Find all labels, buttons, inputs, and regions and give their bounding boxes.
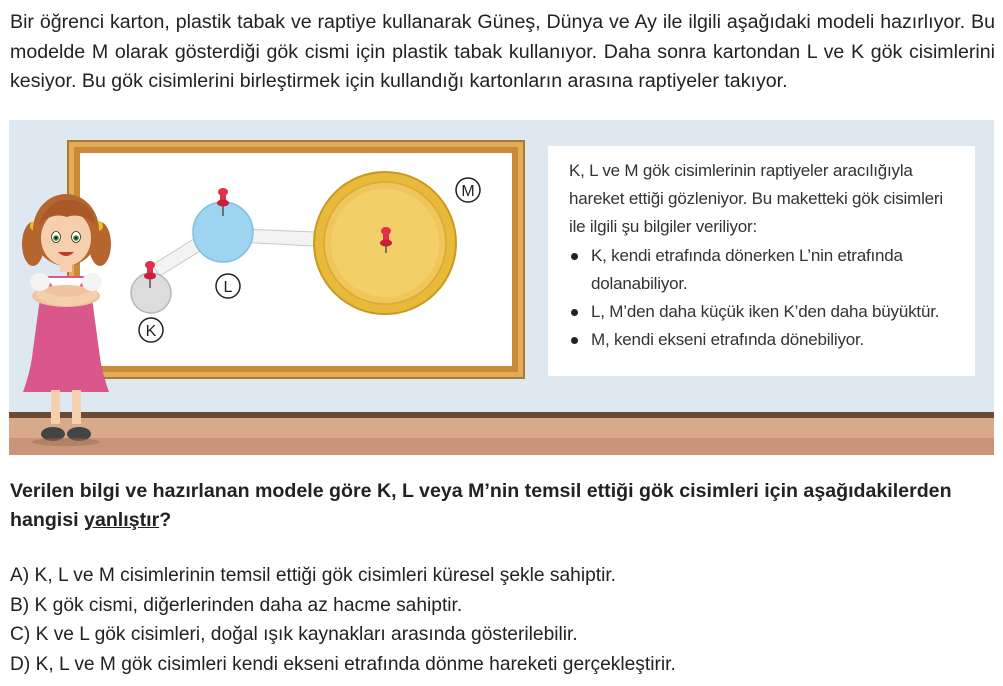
- answer-options: [10, 561, 995, 679]
- question-stem: Verilen bilgi ve hazırlanan modele göre K, L veya M’nin temsil ettiği gök cisimleri için aşağıdakilerden hangisi: [10, 480, 952, 531]
- question-mark: ?: [159, 509, 172, 531]
- info-bullet: L, M’den daha küçük iken K’den daha büyüktür.: [569, 298, 963, 326]
- option-c[interactable]: C) K ve L gök cisimleri, doğal ışık kaynakları arasında gösterilebilir.: [10, 624, 578, 645]
- label-k: [139, 318, 163, 342]
- info-bullet: K, kendi etrafında dönerken L’nin etrafında dolanabiliyor.: [569, 242, 963, 298]
- floor-edge: [9, 412, 994, 418]
- info-intro: K, L ve M gök cisimlerinin raptiyeler aracılığıyla hareket ettiği gözleniyor. Bu maketteki gök cisimleri ile ilgili şu bilgiler veriliyor:: [569, 161, 943, 236]
- option-b[interactable]: B) K gök cismi, diğerlerinden daha az hacme sahiptir.: [10, 594, 463, 616]
- question-text: [10, 477, 995, 535]
- label-m: [456, 178, 480, 202]
- info-bullet-list: [548, 242, 975, 354]
- info-bullet: M, kendi ekseni etrafında dönebiliyor.: [569, 326, 963, 354]
- svg-text:M: M: [461, 183, 475, 200]
- question-emphasis: yanlıştır: [84, 509, 160, 531]
- option-d[interactable]: D) K, L ve M gök cisimleri kendi ekseni etrafında dönme hareketi gerçekleştirir.: [10, 653, 676, 675]
- label-l: [216, 274, 240, 298]
- model-illustration: [9, 120, 994, 455]
- info-box: [548, 146, 975, 376]
- option-a[interactable]: A) K, L ve M cisimlerinin temsil ettiği gök cisimleri küresel şekle sahiptir.: [10, 565, 617, 586]
- floor-shade: [9, 438, 994, 455]
- svg-text:L: L: [223, 279, 233, 296]
- intro-paragraph: Bir öğrenci karton, plastik tabak ve raptiye kullanarak Güneş, Dünya ve Ay ile ilgili aşağıdaki modeli hazırlıyor. Bu modelde M olarak gösterdiği gök cismi için plastik tabak kullanıyor. Daha sonra kartondan L ve K gök cisimlerini kesiyor. Bu gök cisimlerini birleştirmek için kullandığı kartonların arasına raptiyeler takıyor.: [10, 11, 995, 92]
- svg-text:K: K: [145, 323, 157, 340]
